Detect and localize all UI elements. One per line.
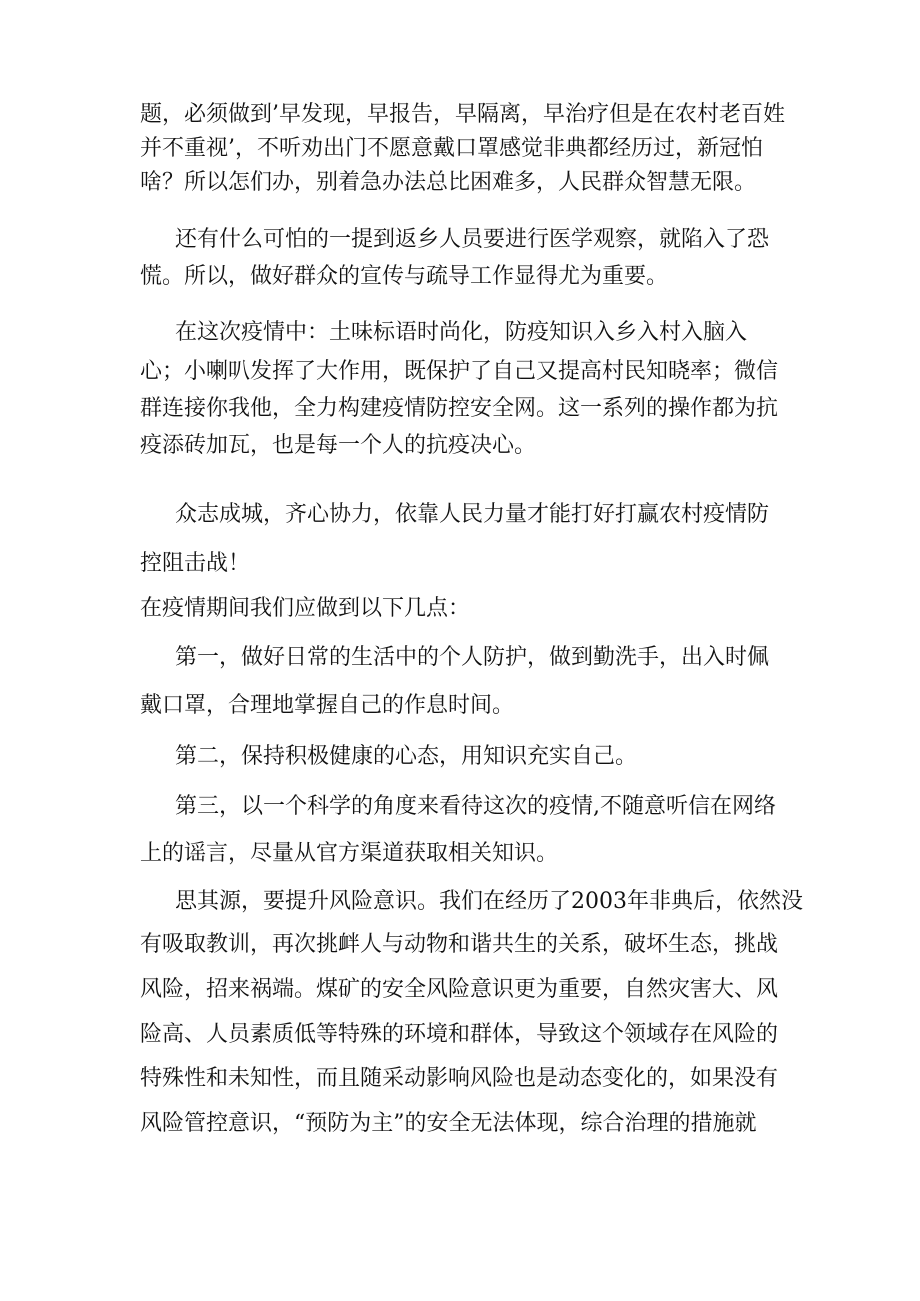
text-line: 群连接你我他，全力构建疫情防控安全网。这一系列的操作都为抗 <box>140 396 779 421</box>
text-line: 风险，招来祸端。煤矿的安全风险意识更为重要，自然灾害大、风 <box>140 977 779 1002</box>
text-line: 在疫情期间我们应做到以下几点： <box>140 596 471 621</box>
text-line: 思其源，要提升风险意识。我们在经历了2003年非典后，依然没 <box>175 889 803 914</box>
text-line: 众志成城，齐心协力，依靠人民力量才能打好打赢农村疫情防 <box>175 502 770 527</box>
text-line: 特殊性和未知性，而且随采动影响风险也是动态变化的，如果没有 <box>140 1066 779 1091</box>
text-line: 戴口罩，合理地掌握自己的作息时间。 <box>140 693 515 718</box>
text-line: 第三，以一个科学的角度来看待这次的疫情,不随意听信在网络 <box>175 794 776 819</box>
text-line: 风险管控意识，“预防为主”的安全无法体现，综合治理的措施就 <box>140 1111 757 1136</box>
text-line: 控阻击战！ <box>140 551 251 576</box>
text-line: 并不重视’，不听劝出门不愿意戴口罩感觉非典都经历过，新冠怕 <box>140 136 763 161</box>
text-line: 疫添砖加瓦，也是每一个人的抗疫决心。 <box>140 433 537 458</box>
text-line: 险高、人员素质低等特殊的环境和群体，导致这个领域存在风险的 <box>140 1022 779 1047</box>
text-line: 啥？所以怎们办，别着急办法总比困难多，人民群众智慧无限。 <box>140 170 757 195</box>
text-line: 慌。所以，做好群众的宣传与疏导工作显得尤为重要。 <box>140 264 669 289</box>
text-line: 有吸取教训，再次挑衅人与动物和谐共生的关系，破坏生态，挑战 <box>140 932 779 957</box>
text-line: 第一，做好日常的生活中的个人防护，做到勤洗手，出入时佩 <box>175 645 770 670</box>
text-line: 第二，保持积极健康的心态，用知识充实自己。 <box>175 744 638 769</box>
text-line: 上的谣言，尽量从官方渠道获取相关知识。 <box>140 841 559 866</box>
text-line: 在这次疫情中：土味标语时尚化，防疫知识入乡入村入脑入 <box>175 320 748 345</box>
text-line: 题，必须做到’早发现，早报告，早隔离，早治疗但是在农村老百姓 <box>140 102 785 127</box>
text-line: 还有什么可怕的一提到返乡人员要进行医学观察，就陷入了恐 <box>175 227 770 252</box>
text-line: 心；小喇叭发挥了大作用，既保护了自己又提高村民知晓率；微信 <box>140 359 779 384</box>
